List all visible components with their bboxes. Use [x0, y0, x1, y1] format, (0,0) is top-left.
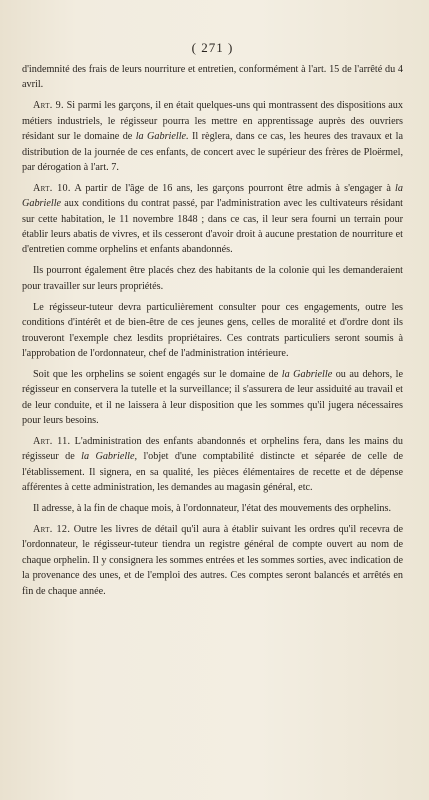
paragraph-text: Soit que les orphelins se soient engagés sur le domaine de	[33, 368, 282, 380]
paragraph-italic: la Gabrielle,	[81, 451, 138, 463]
article-12	[22, 522, 403, 599]
paragraph-italic: la Gabrielle.	[135, 131, 189, 143]
paragraph-text: l'objet d'une comptabilité distincte et séparée de celle de l'établissement. Il signera, en sa qualité, les pièces élémentaires de recette et de dépense afférentes à cette administration, les demandes au magasin général, etc.	[22, 451, 403, 494]
article-10	[22, 181, 403, 258]
page-number: ( 271 )	[191, 40, 234, 55]
paragraph-text: Il règlera, dans ce cas, les heures des travaux et la distribution de la journée de ces enfants, de concert avec le supérieur des frères de Ploërmel, par dérogation à l'art. 7.	[22, 131, 404, 173]
paragraph-continuation	[22, 62, 403, 93]
article-label: Art. 9.	[33, 100, 64, 112]
paragraph-text: Il adresse, à la fin de chaque mois, à l'ordonnateur, l'état des mouvements des orphelins.	[33, 503, 392, 515]
article-label: Art. 12.	[33, 523, 71, 535]
article-label: Art. 11.	[33, 435, 71, 447]
article-label: Art. 10.	[33, 182, 71, 194]
paragraph-text: Ils pourront également être placés chez des habitants de la colonie qui les demanderaient pour travailler sur leurs propriétés.	[22, 265, 403, 292]
paragraph-text: A partir de l'âge de 16 ans, les garçons pourront être admis à s'engager à	[70, 182, 396, 194]
paragraph-italic: la Gabrielle	[22, 182, 403, 210]
paragraph-text: ou au dehors, le régisseur en conservera la tutelle et la surveillance; il s'assurera de leur assiduité au travail et de leur conduite, et il ne laissera à leur disposition que les sommes qu'il jugera nécessaires pour leurs besoins.	[22, 368, 403, 427]
article-9	[22, 98, 403, 175]
paragraph-text: Si parmi les garçons, il en était quelques-uns qui montrassent des dispositions aux métiers industriels, le régisseur pourra les mettre en apprentissage auprès des ouvriers résidant sur le domaine de	[22, 100, 403, 143]
paragraph-etat-mensuel	[22, 501, 403, 516]
paragraph-text: Le régisseur-tuteur devra particulièrement consulter pour ces engagements, outre les conditions d'intérêt et de bien-être de ces jeunes gens, celles de moralité et d'ordre dont ils trouveront l'exemple chez lesdits propriétaires. Ces contrats particuliers seront soumis à l'approbation de l'ordonnateur, chef de l'administration intérieure.	[22, 301, 403, 359]
paragraph-italic: la Gabrielle	[281, 368, 333, 380]
paragraph-placement	[22, 263, 403, 294]
paragraph-text: Outre les livres de détail qu'il aura à établir suivant les ordres qu'il recevra de l'ordonnateur, le régisseur-tuteur tiendra un registre général de compte ouvert au nom de chaque orphelin. Il y consignera les sommes entrées et les sommes sorties, avec indication de la provenance des unes, et de l'emploi des autres. Ces comptes seront balancés et arrêtés en fin de chaque année.	[22, 523, 403, 597]
paragraph-text: aux conditions du contrat passé, par l'administration avec les cultivateurs résidant sur cette habitation, le 11 novembre 1848 ; dans ce cas, il leur sera fourni un terrain pour établir leurs abatis de vivres, et ils cesseront d'avoir droit à aucune prestation de nourriture et d'entretien comme orphelins et enfants abandonnés.	[22, 198, 403, 256]
paragraph-text: L'administration des enfants abandonnés et orphelins fera, dans les mains du régisseur de	[22, 435, 403, 463]
article-11	[22, 434, 403, 496]
paragraph-tutelle	[22, 367, 403, 429]
paragraph-regisseur	[22, 300, 403, 362]
paragraph-text: d'indemnité des frais de leurs nourriture et entretien, conformément à l'art. 15 de l'arrêté du 4 avril.	[22, 64, 403, 91]
